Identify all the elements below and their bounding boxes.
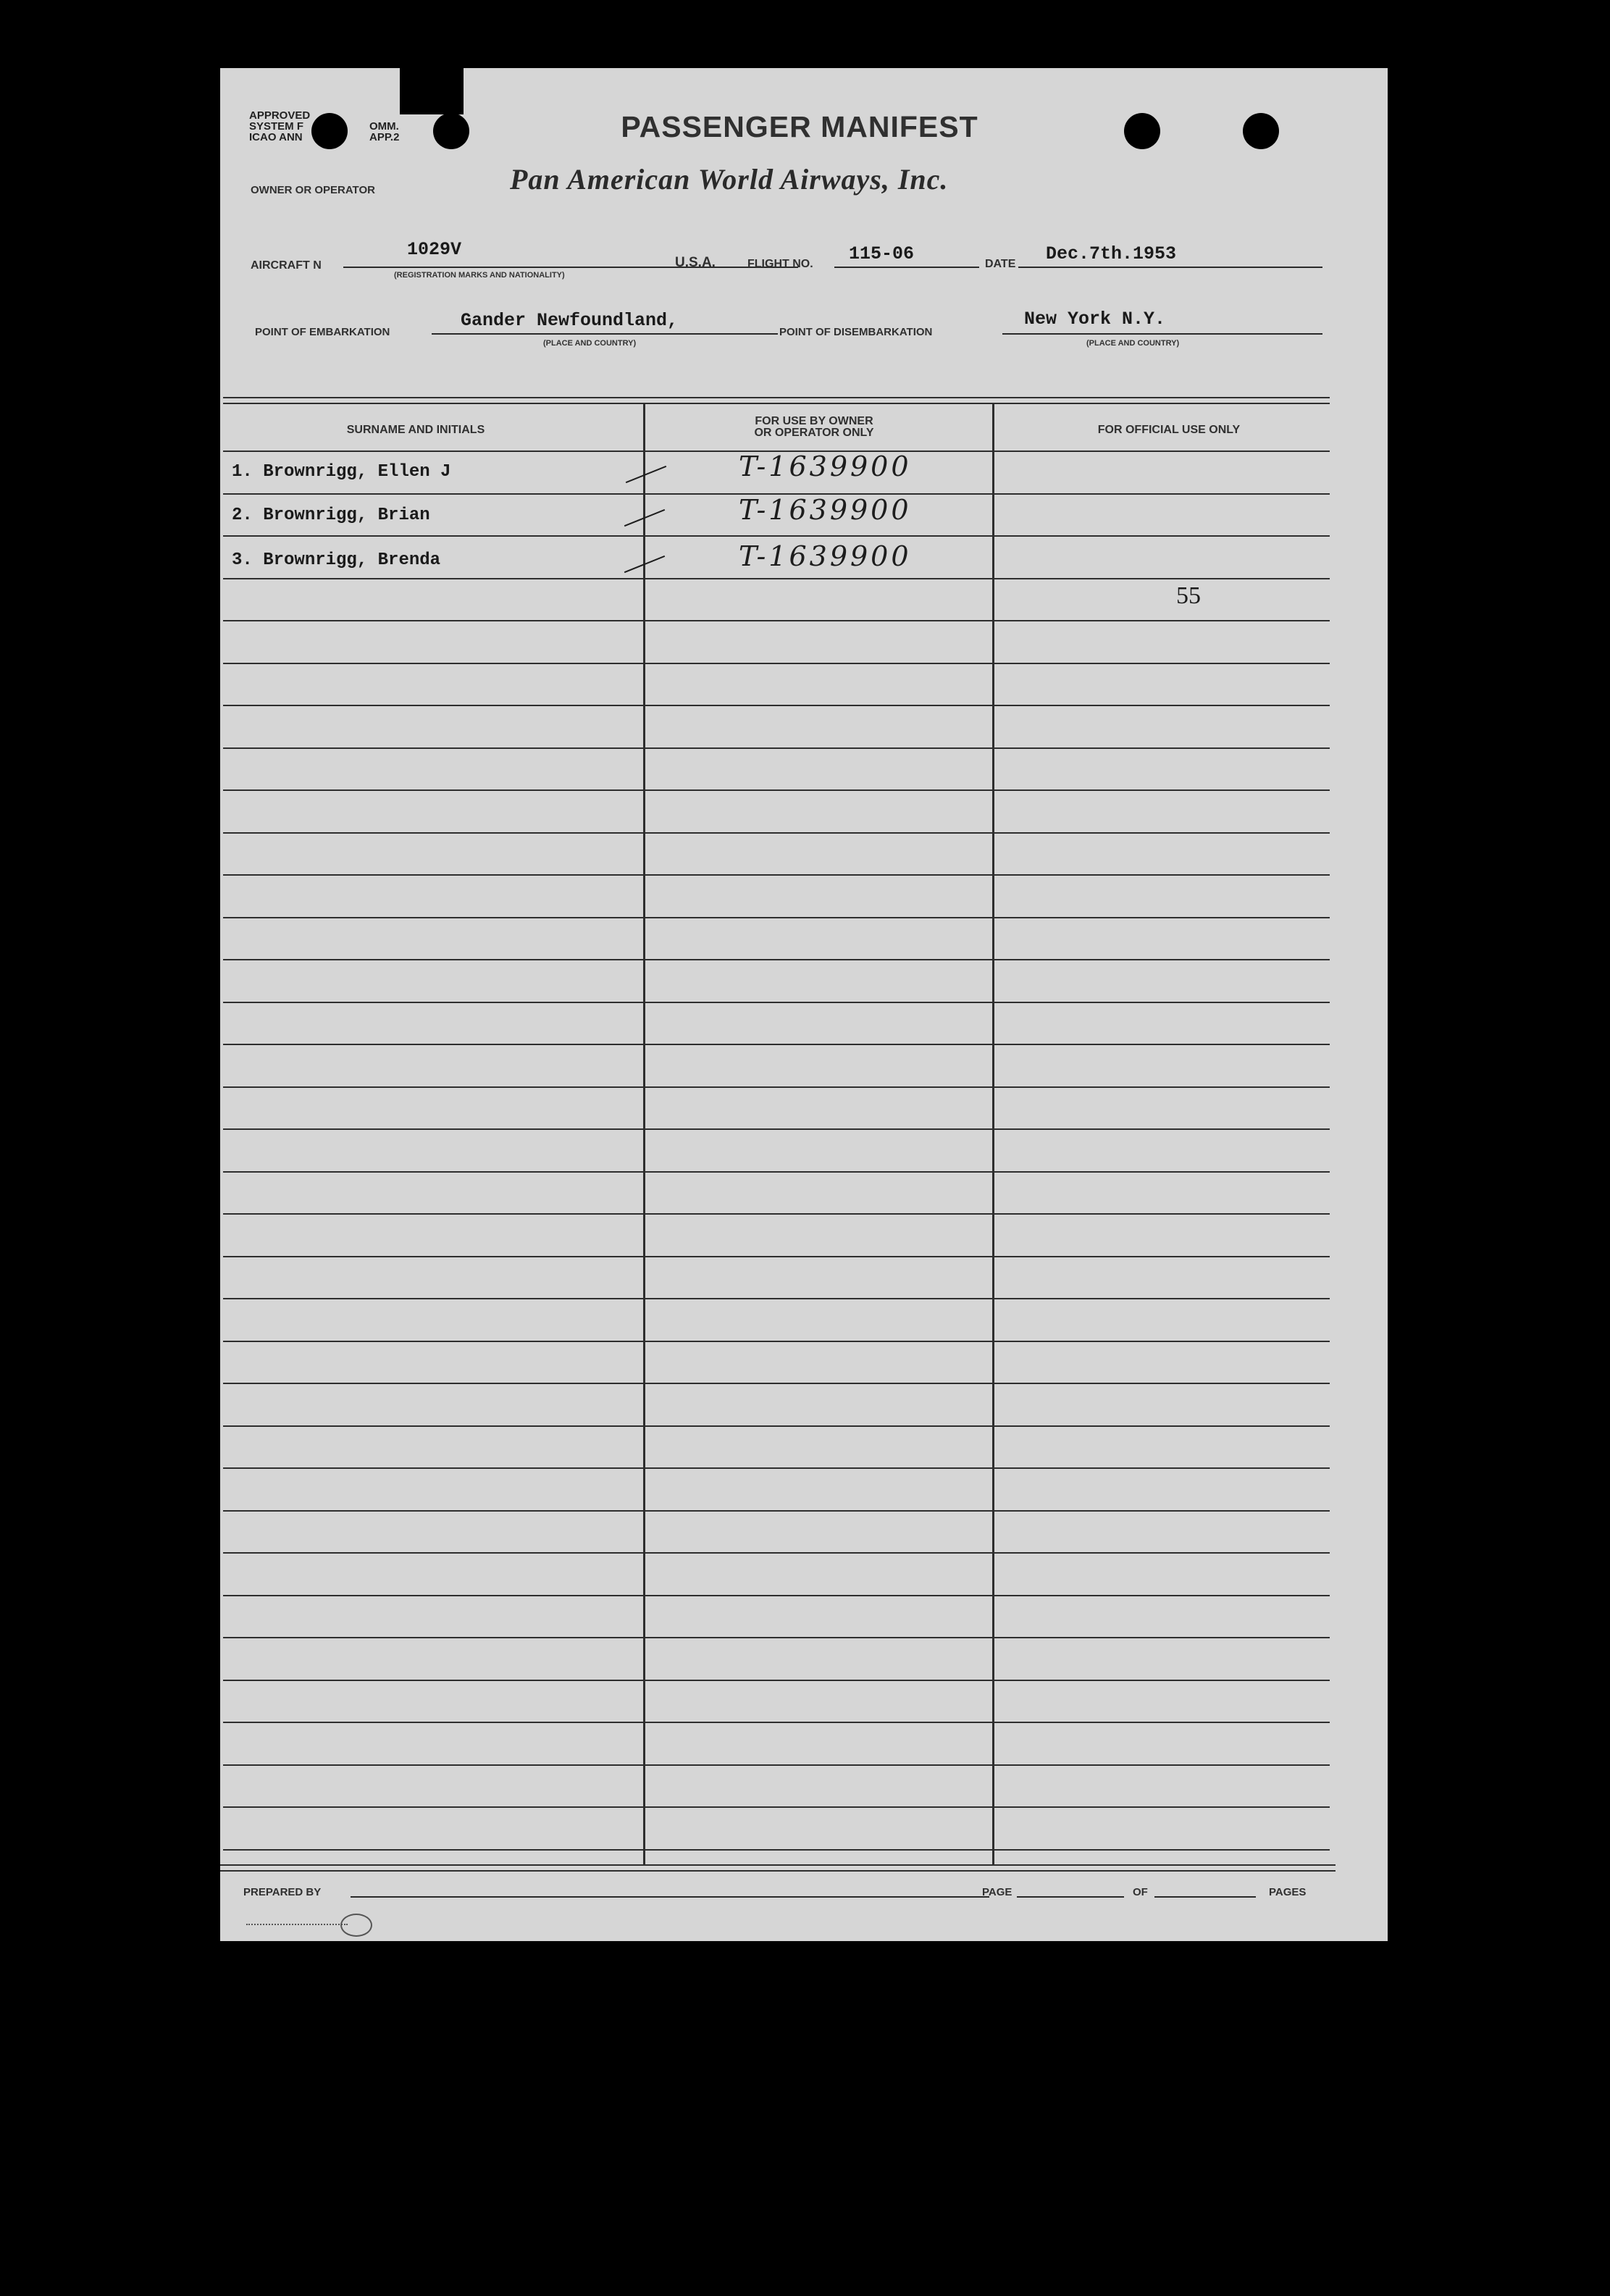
date-value: Dec.7th.1953	[1046, 243, 1177, 264]
manifest-page	[220, 68, 1388, 1941]
table-row-rule	[223, 1680, 1330, 1681]
official-note: 55	[1176, 582, 1201, 609]
approval-stamp	[249, 109, 400, 143]
form-code-mark	[246, 1924, 348, 1928]
printer-seal	[340, 1914, 372, 1937]
table-row-rule	[223, 1425, 1330, 1427]
passenger-name: 1. Brownrigg, Ellen J	[232, 462, 451, 482]
table-row-rule	[223, 1002, 1330, 1003]
header-official-use: FOR OFFICIAL USE ONLY	[1097, 424, 1241, 436]
airline-name: Pan American World Airways, Inc.	[510, 163, 949, 196]
table-row-rule	[223, 1764, 1330, 1766]
punch-hole	[1124, 113, 1160, 149]
prepared-by-underline	[351, 1896, 989, 1898]
disembarkation-value: New York N.Y.	[1024, 309, 1166, 330]
table-bottom-rule	[220, 1864, 1336, 1866]
table-row-rule	[223, 620, 1330, 621]
table-row-rule	[223, 1341, 1330, 1342]
header-owner-use-line: FOR USE BY OWNER	[755, 415, 873, 427]
embarkation-place-note: (PLACE AND COUNTRY)	[543, 339, 637, 348]
table-row-rule	[223, 789, 1330, 791]
table-row-rule	[223, 747, 1330, 749]
table-row-rule	[223, 959, 1330, 960]
passenger-name: 2. Brownrigg, Brian	[232, 506, 430, 525]
aircraft-label: AIRCRAFT N	[251, 259, 322, 272]
table-row-rule	[223, 535, 1330, 537]
table-row-rule	[223, 578, 1330, 579]
approval-line: ICAO ANN	[249, 131, 303, 143]
approval-line: APPROVED	[249, 109, 311, 122]
form-title: PASSENGER MANIFEST	[621, 110, 978, 143]
column-divider	[643, 403, 645, 1864]
approval-line: APP.2	[369, 131, 400, 143]
punch-hole	[433, 113, 469, 149]
flight-value: 115-06	[849, 243, 915, 264]
ticket-number: T-1639900	[739, 494, 912, 526]
table-row-rule	[223, 1256, 1330, 1257]
header-owner-use-line: OR OPERATOR ONLY	[754, 427, 874, 439]
page-tab	[400, 68, 464, 114]
header-owner-use	[662, 416, 966, 439]
aircraft-value: 1029V	[407, 239, 462, 260]
table-row-rule	[223, 1171, 1330, 1173]
flight-underline	[834, 267, 979, 268]
table-row-rule	[223, 1595, 1330, 1596]
approval-line: SYSTEM F	[249, 120, 304, 133]
pages-label: PAGES	[1269, 1886, 1307, 1898]
disembarkation-underline	[1002, 333, 1322, 335]
embarkation-value: Gander Newfoundland,	[461, 310, 679, 331]
passenger-name: 3. Brownrigg, Brenda	[232, 550, 441, 570]
embarkation-underline	[432, 333, 778, 335]
approval-line: OMM.	[369, 120, 399, 133]
table-row-rule	[223, 1510, 1330, 1512]
usa-label: U.S.A.	[675, 255, 716, 270]
punch-hole	[1243, 113, 1279, 149]
table-row-rule	[223, 1044, 1330, 1045]
table-row-rule	[223, 663, 1330, 664]
table-row-rule	[223, 1722, 1330, 1723]
page-label: PAGE	[982, 1886, 1012, 1898]
owner-label: OWNER OR OPERATOR	[251, 184, 375, 196]
flight-label: FLIGHT NO.	[747, 258, 813, 270]
table-row-rule	[223, 1552, 1330, 1554]
table-row-rule	[223, 705, 1330, 706]
date-underline	[1018, 267, 1322, 268]
table-row-rule	[223, 1383, 1330, 1384]
table-row-rule	[223, 1467, 1330, 1469]
table-row-rule	[223, 1086, 1330, 1088]
table-top-rule	[223, 397, 1330, 398]
disembarkation-place-note: (PLACE AND COUNTRY)	[1086, 339, 1180, 348]
prepared-by-label: PREPARED BY	[243, 1886, 322, 1898]
ticket-number: T-1639900	[739, 540, 912, 572]
of-underline	[1154, 1896, 1256, 1898]
table-row-rule	[223, 1849, 1330, 1851]
table-row-rule	[223, 874, 1330, 876]
table-row-rule	[223, 917, 1330, 918]
embarkation-label: POINT OF EMBARKATION	[255, 326, 390, 338]
table-row-rule	[223, 1637, 1330, 1638]
page-underline	[1017, 1896, 1124, 1898]
registration-note: (REGISTRATION MARKS AND NATIONALITY)	[394, 271, 565, 280]
table-row-rule	[223, 832, 1330, 834]
table-top-rule	[223, 403, 1330, 404]
disembarkation-label: POINT OF DISEMBARKATION	[779, 326, 933, 338]
of-label: OF	[1133, 1886, 1148, 1898]
table-bottom-rule	[220, 1870, 1336, 1872]
table-row-rule	[223, 1128, 1330, 1130]
ticket-number: T-1639900	[739, 451, 912, 482]
column-divider	[992, 403, 994, 1864]
header-surname: SURNAME AND INITIALS	[346, 424, 485, 436]
table-row-rule	[223, 1298, 1330, 1299]
date-label: DATE	[985, 258, 1016, 270]
table-row-rule	[223, 1213, 1330, 1215]
check-mark	[626, 466, 666, 483]
aircraft-underline	[343, 267, 798, 268]
table-row-rule	[223, 1806, 1330, 1808]
